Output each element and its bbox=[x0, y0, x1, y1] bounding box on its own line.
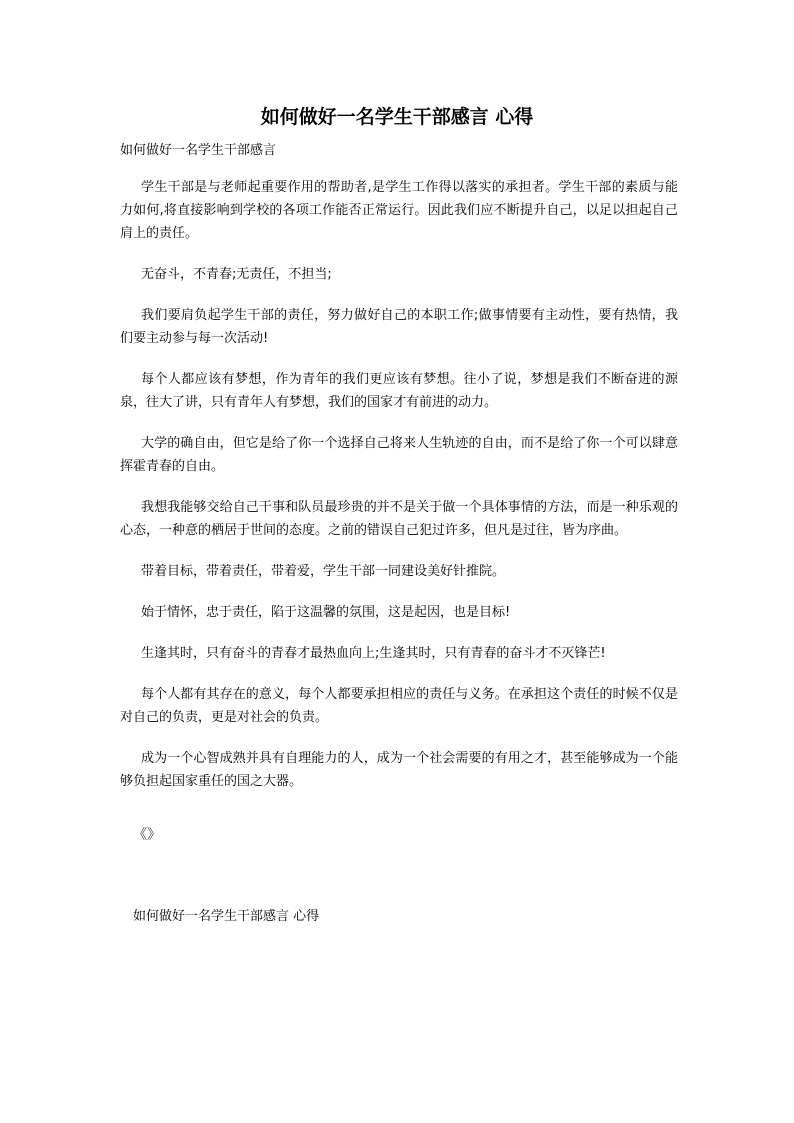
paragraph: 学生干部是与老师起重要作用的帮助者,是学生工作得以落实的承担者。学生干部的素质与能力如何,将直接影响到学校的各项工作能否正常运行。因此我们应不断提升自己，以足以担起自己肩上的责任。 bbox=[120, 180, 678, 241]
paragraph: 每个人都有其存在的意义，每个人都要承担相应的责任与义务。在承担这个责任的时候不仅是对自己的负责，更是对社会的负责。 bbox=[120, 687, 678, 725]
paragraph: 每个人都应该有梦想，作为青年的我们更应该有梦想。往小了说，梦想是我们不断奋进的源泉，往大了讲，只有青年人有梦想，我们的国家才有前进的动力。 bbox=[120, 372, 678, 410]
paragraph: 无奋斗，不青春;无责任，不担当; bbox=[141, 267, 332, 282]
document-subtitle: 如何做好一名学生干部感言 bbox=[120, 143, 277, 158]
document-footer-title: 如何做好一名学生干部感言 心得 bbox=[133, 909, 320, 924]
paragraph: 我们要肩负起学生干部的责任，努力做好自己的本职工作;做事情要有主动性，要有热情，我们要主动参与每一次活动! bbox=[120, 308, 678, 346]
paragraph: 大学的确自由，但它是给了你一个选择自己将来人生轨迹的自由，而不是给了你一个可以肆意挥霍青春的自由。 bbox=[120, 436, 678, 474]
paragraph: 始于情怀，忠于责任，陷于这温馨的氛围，这是起因，也是目标! bbox=[141, 605, 511, 620]
paragraph: 我想我能够交给自己干事和队员最珍贵的并不是关于做一个具体事情的方法，而是一种乐观的心态，一种意的栖居于世间的态度。之前的错误自己犯过许多，但凡是过往，皆为序曲。 bbox=[120, 500, 678, 538]
paragraph: 成为一个心智成熟并具有自理能力的人，成为一个社会需要的有用之才，甚至能够成为一个能够负担起国家重任的国之大器。 bbox=[120, 751, 678, 789]
paragraph: 带着目标，带着责任，带着爱，学生干部一同建设美好针推院。 bbox=[141, 564, 506, 579]
book-title-brackets: 《》 bbox=[133, 827, 161, 843]
paragraph: 生逢其时，只有奋斗的青春才最热血向上;生逢其时，只有青春的奋斗才不灭锋芒! bbox=[141, 646, 606, 661]
document-title: 如何做好一名学生干部感言 心得 bbox=[260, 106, 534, 128]
document-body bbox=[120, 176, 678, 811]
